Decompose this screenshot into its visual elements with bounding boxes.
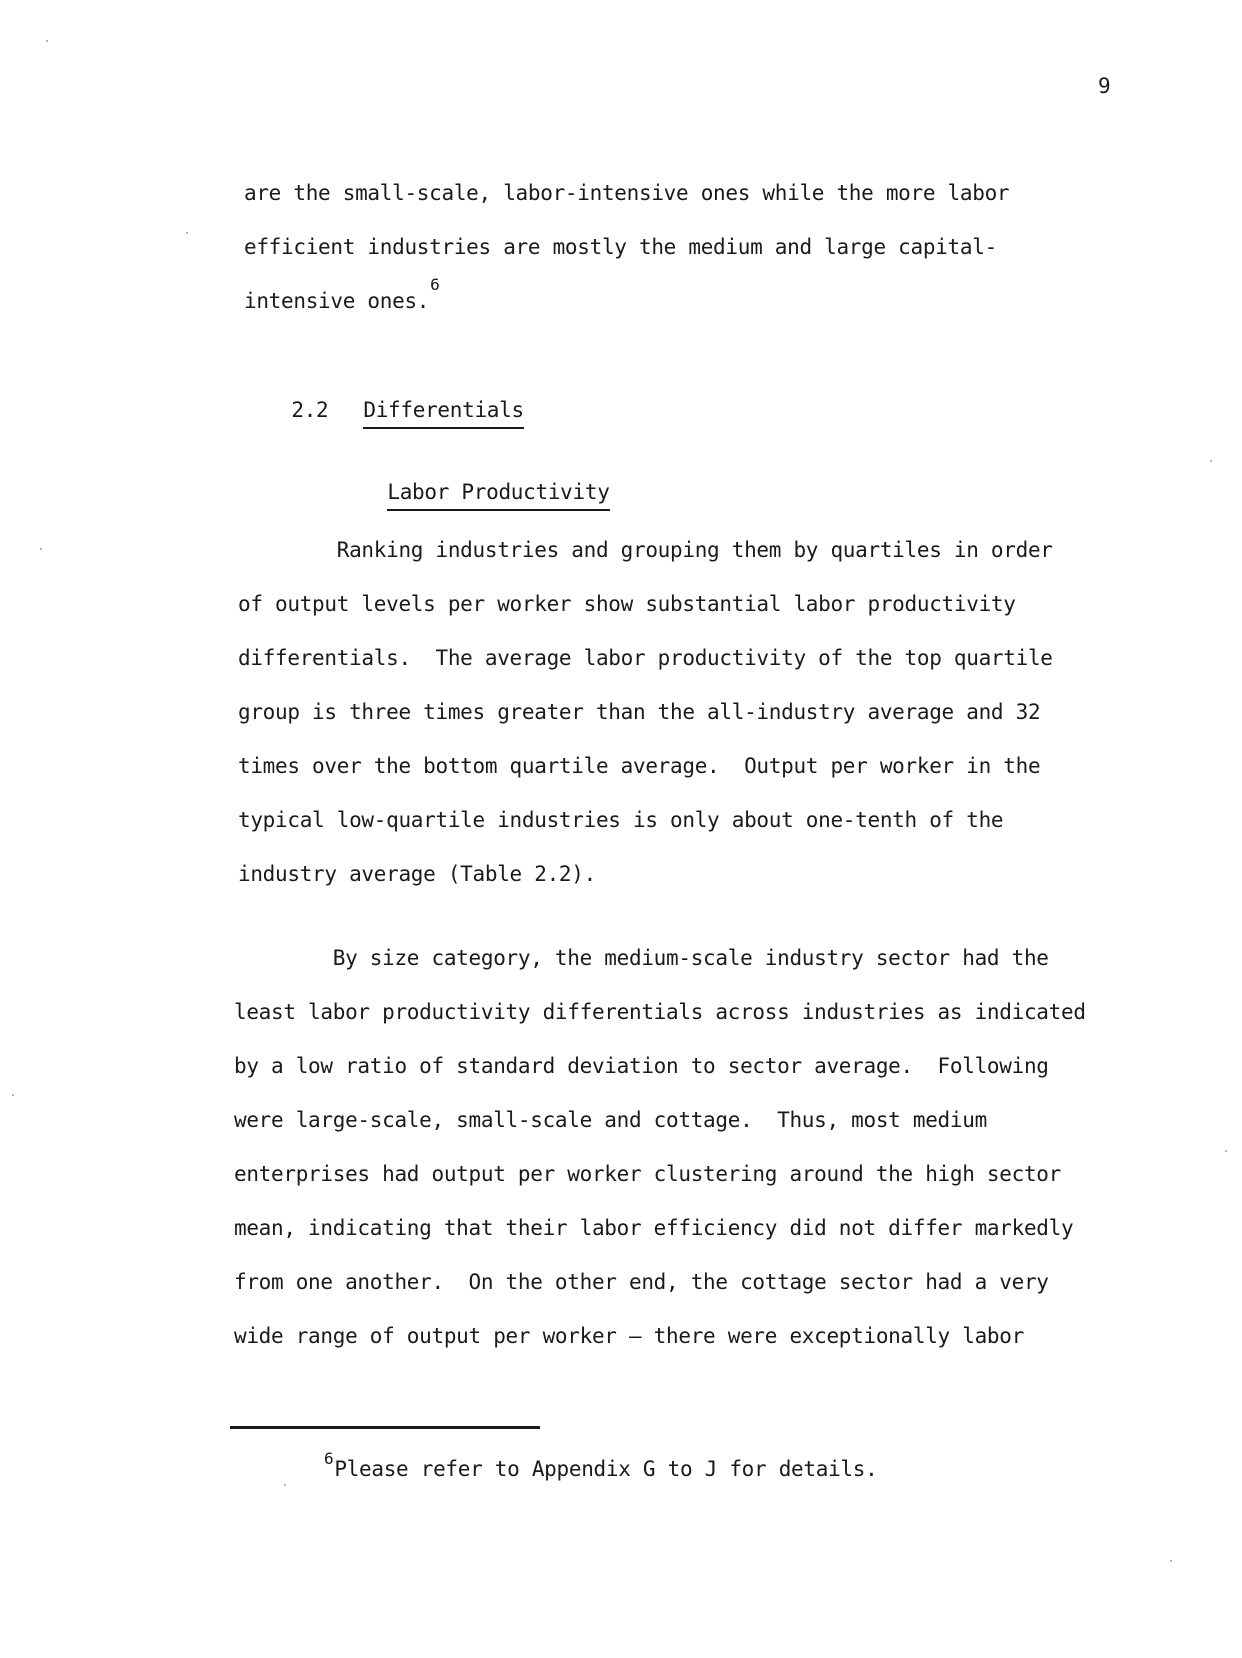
text-line: industry average (Table 2.2).: [238, 862, 596, 886]
text-line: least labor productivity differentials across industries as indicated: [234, 1000, 1086, 1024]
text-line: of output levels per worker show substantial labor productivity: [238, 592, 1016, 616]
scan-speck: [46, 40, 48, 42]
text-line: efficient industries are mostly the medium and large capital-: [244, 235, 997, 259]
subsection-heading: [338, 453, 610, 537]
section-number: 2.2: [291, 398, 329, 422]
subsection-title: Labor Productivity: [387, 479, 609, 511]
footnote-divider: [230, 1426, 540, 1429]
text-line: are the small-scale, labor-intensive ones while the more labor: [244, 181, 1010, 205]
text-line: mean, indicating that their labor efficiency did not differ markedly: [234, 1216, 1074, 1240]
text-line: differentials. The average labor productivity of the top quartile: [238, 646, 1053, 670]
scan-speck: [1210, 460, 1212, 462]
scan-speck: [186, 232, 188, 234]
text-line-content: intensive ones.: [244, 289, 430, 313]
text-line: wide range of output per worker — there were exceptionally labor: [234, 1324, 1024, 1348]
scan-speck: [40, 548, 42, 550]
text-line: by a low ratio of standard deviation to sector average. Following: [234, 1054, 1049, 1078]
text-line: were large-scale, small-scale and cottage. Thus, most medium: [234, 1108, 987, 1132]
text-line: group is three times greater than the all-industry average and 32: [238, 700, 1041, 724]
text-line: from one another. On the other end, the cottage sector had a very: [234, 1270, 1049, 1294]
scan-speck: [12, 1094, 14, 1096]
text-line: enterprises had output per worker clustering around the high sector: [234, 1162, 1061, 1186]
text-line: times over the bottom quartile average. Output per worker in the: [238, 754, 1041, 778]
footnote-mark: 6: [324, 1449, 334, 1468]
footnote: [324, 1449, 878, 1484]
scan-speck: [1170, 1560, 1172, 1562]
text-line: typical low-quartile industries is only about one-tenth of the: [238, 808, 1004, 832]
page-number: 9: [1098, 74, 1111, 98]
text-line: By size category, the medium-scale industry sector had the: [234, 946, 1049, 970]
section-heading: [242, 371, 524, 455]
scan-speck: [284, 1484, 286, 1486]
text-line: Ranking industries and grouping them by quartiles in order: [238, 538, 1053, 562]
footnote-text: Please refer to Appendix G to J for details.: [334, 1457, 878, 1481]
text-line: [244, 275, 440, 316]
section-title: Differentials: [363, 397, 523, 429]
scan-speck: [1225, 1150, 1227, 1152]
footnote-reference: 6: [430, 275, 440, 294]
